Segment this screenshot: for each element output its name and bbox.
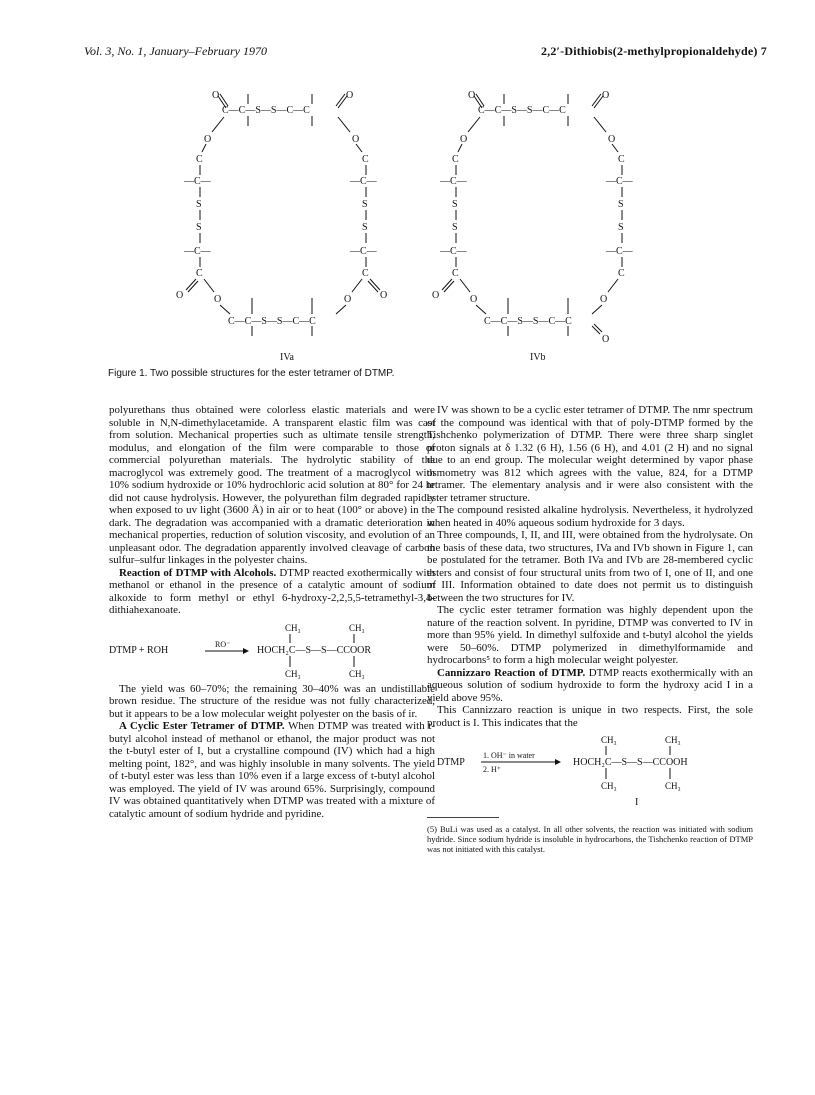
svg-text:C: C xyxy=(196,154,203,165)
svg-text:C—C—S—S—C—C: C—C—S—S—C—C xyxy=(478,105,566,116)
svg-text:C: C xyxy=(362,268,369,279)
svg-text:O: O xyxy=(214,294,222,305)
svg-text:C: C xyxy=(618,154,625,165)
eq1-ch3-bottom-right: CH₃ xyxy=(349,668,365,679)
svg-text:O: O xyxy=(468,90,476,101)
paragraph: The yield was 60–70%; the remaining 30–40% was an undistillable brown residue. The structure of the residue was not fully characterized, but it appears to be a low molecular weight polyester on the basis of ir. xyxy=(109,682,435,720)
eq2-product: HOCH₂C—S—S—CCOOH xyxy=(573,757,688,768)
section-heading: Reaction of DTMP with Alcohols. xyxy=(119,566,277,579)
eq1-catalyst: RO⁻ xyxy=(215,639,231,649)
svg-text:C: C xyxy=(618,268,625,279)
eq2-ch3-bottom-left: CH₃ xyxy=(601,781,617,791)
svg-text:—C—: —C— xyxy=(350,246,377,257)
paragraph-text: DTMP reacts exothermically with an aqueous solution of sodium hydroxide to form the hydroxy acid I in a yield above 95%. xyxy=(427,666,753,704)
svg-text:O: O xyxy=(176,290,184,301)
paragraph-cannizzaro xyxy=(427,667,753,705)
eq1-ch3-top-left: CH₃ xyxy=(285,622,301,633)
eq1-ch3-bottom-left: CH₃ xyxy=(285,668,301,679)
eq2-ch3-top-right: CH₃ xyxy=(665,735,681,745)
equation-1-svg xyxy=(109,617,435,683)
svg-text:O: O xyxy=(380,290,388,301)
paragraph: This Cannizzaro reaction is unique in two respects. First, the sole product is I. This indicates that the xyxy=(427,704,753,729)
eq2-ch3-bottom-right: CH₃ xyxy=(665,781,681,791)
svg-text:C: C xyxy=(362,154,369,165)
svg-text:O: O xyxy=(470,294,478,305)
equation-cannizzaro xyxy=(427,729,753,809)
svg-text:C—C—S—S—C—C: C—C—S—S—C—C xyxy=(222,105,310,116)
svg-text:S: S xyxy=(618,222,624,233)
eq2-compound-label: I xyxy=(635,797,639,808)
svg-text:—C—: —C— xyxy=(606,246,633,257)
paragraph-text: DTMP reacted exothermically with methanol or ethanol in the presence of a catalytic amount of sodium alkoxide to form methyl or ethyl 6-hydroxy-2,2,5,5-tetramethyl-3,4-dithiahexanoate. xyxy=(109,566,436,616)
figure-1 xyxy=(140,80,760,370)
right-column xyxy=(427,404,753,854)
paragraph: IV was shown to be a cyclic ester tetramer of DTMP. The nmr spectrum of the compound was identical with that of poly-DTMP formed by the Tishchenko polymerization of DTMP. There were three sharp singlet proton signals at δ 1.32 (6 H), 1.56 (6 H), and 4.01 (2 H) and no signal due to an end group. The molecular weight determined by vapor phase osmometry was 812 which agrees with the value, 824, for a DTMP tetramer. The elementary analysis and ir were also consistent with the ester tetramer structure. xyxy=(427,404,753,504)
svg-text:—C—: —C— xyxy=(440,176,467,187)
eq2-step-1: 1. OH⁻ in water xyxy=(483,751,535,760)
paragraph: The compound resisted alkaline hydrolysis. Nevertheless, it hydrolyzed when heated in 40% aqueous sodium hydroxide for 3 days. xyxy=(427,504,753,529)
section-heading: Cannizzaro Reaction of DTMP. xyxy=(437,666,586,679)
svg-text:S: S xyxy=(196,199,202,210)
label-iva: IVa xyxy=(280,352,294,363)
eq2-reactant: DTMP xyxy=(437,757,465,768)
structure-ivb xyxy=(432,90,634,363)
svg-text:C—C—S—S—C—C: C—C—S—S—C—C xyxy=(228,316,316,327)
svg-text:S: S xyxy=(196,222,202,233)
footnote: (5) BuLi was used as a catalyst. In all other solvents, the reaction was initiated with sodium hydride. Since sodium hydride is insoluble in hydrocarbons, the Tishchenko reaction of DTMP was not initiated with this catalyst. xyxy=(427,824,753,854)
svg-text:—C—: —C— xyxy=(440,246,467,257)
svg-text:O: O xyxy=(608,134,616,145)
equation-esterification xyxy=(109,617,435,683)
svg-text:S: S xyxy=(618,199,624,210)
label-ivb: IVb xyxy=(530,352,546,363)
figure-1-structures xyxy=(140,80,760,370)
svg-text:C—C—S—S—C—C: C—C—S—S—C—C xyxy=(484,316,572,327)
eq2-ch3-top-left: CH₃ xyxy=(601,735,617,745)
svg-text:O: O xyxy=(344,294,352,305)
paragraph-cyclic xyxy=(109,720,435,820)
svg-text:—C—: —C— xyxy=(606,176,633,187)
paragraph: The cyclic ester tetramer formation was highly dependent upon the nature of the reaction solvent. In pyridine, DTMP was converted to IV in more than 95% yield. In dimethyl sulfoxide and t-butyl alcohol the yields were 50–60%. DTMP polymerized in dimethylformamide and hydrocarbons⁵ to form a high molecular weight polyester. xyxy=(427,604,753,666)
equation-2-svg xyxy=(427,729,753,809)
svg-text:S: S xyxy=(362,222,368,233)
eq1-reactants: DTMP + ROH xyxy=(109,644,169,656)
eq2-step-2: 2. H⁺ xyxy=(483,765,501,774)
left-column xyxy=(109,404,435,820)
svg-text:—C—: —C— xyxy=(350,176,377,187)
svg-text:C: C xyxy=(452,154,459,165)
svg-text:O: O xyxy=(602,90,610,101)
svg-text:O: O xyxy=(352,134,360,145)
eq1-ch3-top-right: CH₃ xyxy=(349,622,365,633)
paragraph-alcohols xyxy=(109,567,435,617)
paragraph: Three compounds, I, II, and III, were obtained from the hydrolysate. On the basis of these data, two structures, IVa and IVb shown in Figure 1, can be postulated for the tetramer. Both IVa and IVb are 28-membered cyclic esters and consist of four structural units from two of I, one of II, and one of III. Information obtained to date does not permit us to distinguish between the two structures for IV. xyxy=(427,529,753,604)
svg-text:C: C xyxy=(452,268,459,279)
svg-text:C: C xyxy=(196,268,203,279)
svg-text:O: O xyxy=(602,334,610,345)
structure-iva xyxy=(176,90,387,363)
footnote-rule xyxy=(427,817,499,818)
eq1-product: HOCH₂C—S—S—CCOOR xyxy=(257,644,372,656)
svg-text:O: O xyxy=(432,290,440,301)
svg-text:S: S xyxy=(452,199,458,210)
paragraph: polyurethans thus obtained were colorless elastic materials and were soluble in N,N-dimethylacetamide. A transparent elastic film was cast from solution. Mechanical properties such as ultimate tensile strength, modulus, and elongation of the film were comparable to those of commercial polyurethan materials. The hydrolytic stability of the macroglycol was extremely good. The treatment of a macroglycol with 10% sodium hydroxide or 10% hydrochloric acid solution at 80° for 24 hr did not cause hydrolysis. However, the polyurethan film degraded rapidly when exposed to uv light (3600 Å) in air or to heat (100° or above) in the dark. The degradation was accompanied with a dramatic deterioration in mechanical properties, reduction of solution viscosity, and evolution of an unpleasant odor. The degradation apparently involved cleavage of carbon sulfur–sulfur linkages in the polyester chains. xyxy=(109,404,435,566)
svg-text:O: O xyxy=(204,134,212,145)
running-header-right: 2,2′-Dithiobis(2-methylpropionaldehyde) 7 xyxy=(540,44,767,58)
svg-text:—C—: —C— xyxy=(184,176,211,187)
svg-text:S: S xyxy=(362,199,368,210)
running-header-left: Vol. 3, No. 1, January–February 1970 xyxy=(84,44,267,58)
svg-text:S: S xyxy=(452,222,458,233)
svg-text:O: O xyxy=(460,134,468,145)
paragraph-text: When DTMP was treated with t-butyl alcohol instead of methanol or ethanol, the major product was not the t-butyl ester of I, but a crystalline compound (IV) which had a high melting point, 182°, and was highly insoluble in many solvents. The yield of t-butyl ester was less than 10% even if a large excess of t-butyl alcohol was employed. The yield of IV was around 65%. Surprisingly, compound IV was obtained quantitatively when DTMP was treated with a mixture of catalytic amount of sodium hydride and pyridine. xyxy=(109,720,435,820)
section-heading: A Cyclic Ester Tetramer of DTMP. xyxy=(119,720,285,732)
svg-text:O: O xyxy=(346,90,354,101)
svg-text:O: O xyxy=(212,90,220,101)
figure-caption: Figure 1. Two possible structures for the ester tetramer of DTMP. xyxy=(108,368,395,379)
svg-text:—C—: —C— xyxy=(184,246,211,257)
svg-text:O: O xyxy=(600,294,608,305)
